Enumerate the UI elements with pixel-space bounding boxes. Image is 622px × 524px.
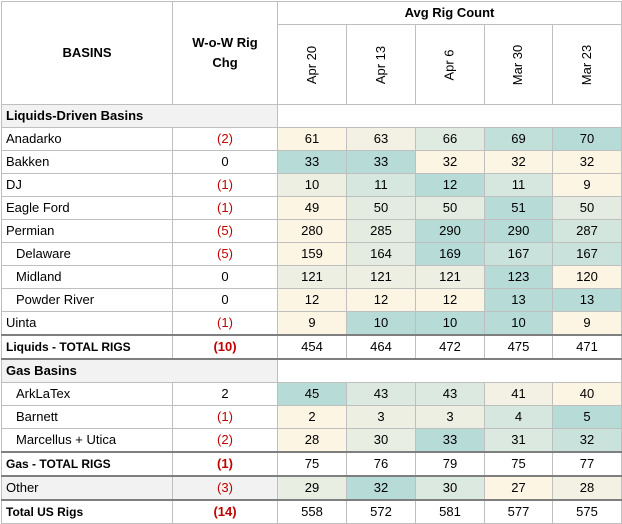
- rig-count-cell: 32: [553, 151, 622, 174]
- date-label: Apr 13: [373, 45, 388, 84]
- basin-name: Bakken: [2, 151, 173, 174]
- wow-change: (5): [173, 243, 278, 266]
- rig-count-cell: 63: [347, 128, 416, 151]
- wow-change: (10): [173, 335, 278, 359]
- rig-count-cell: 121: [347, 266, 416, 289]
- rig-count-cell: 45: [278, 383, 347, 406]
- date-header: [278, 25, 347, 105]
- rig-count-cell: 471: [553, 335, 622, 359]
- rig-count-cell: 12: [347, 289, 416, 312]
- rig-count-cell: 11: [485, 174, 553, 197]
- table-row: [2, 197, 622, 220]
- rig-count-cell: 75: [485, 452, 553, 476]
- rig-count-cell: 40: [553, 383, 622, 406]
- basin-name: Barnett: [2, 406, 173, 429]
- rig-count-cell: 9: [278, 312, 347, 336]
- rig-count-cell: 10: [347, 312, 416, 336]
- rig-count-cell: 472: [416, 335, 485, 359]
- wow-change: (14): [173, 500, 278, 524]
- rig-count-cell: 9: [553, 312, 622, 336]
- section-title-liquids: Liquids-Driven Basins: [2, 105, 278, 128]
- rig-count-cell: 50: [553, 197, 622, 220]
- rig-count-cell: 41: [485, 383, 553, 406]
- rig-count-cell: 123: [485, 266, 553, 289]
- basin-name: Gas - TOTAL RIGS: [2, 452, 173, 476]
- rig-count-cell: 2: [278, 406, 347, 429]
- rig-count-cell: 287: [553, 220, 622, 243]
- wow-change: (1): [173, 312, 278, 336]
- rig-count-cell: 31: [485, 429, 553, 453]
- basin-name: Anadarko: [2, 128, 173, 151]
- rig-count-cell: 558: [278, 500, 347, 524]
- table-row: [2, 243, 622, 266]
- basin-name: Delaware: [2, 243, 173, 266]
- rig-count-cell: 290: [485, 220, 553, 243]
- total-row-liquids: [2, 335, 622, 359]
- rig-count-cell: 43: [347, 383, 416, 406]
- basin-name: Powder River: [2, 289, 173, 312]
- rig-count-cell: 33: [347, 151, 416, 174]
- table-row: [2, 128, 622, 151]
- rig-count-cell: 30: [347, 429, 416, 453]
- rig-count-cell: 50: [416, 197, 485, 220]
- rig-count-cell: 32: [347, 476, 416, 500]
- total-row-us: [2, 500, 622, 524]
- rig-count-cell: 79: [416, 452, 485, 476]
- wow-change: (1): [173, 452, 278, 476]
- rig-count-cell: 167: [553, 243, 622, 266]
- table-row: [2, 406, 622, 429]
- rig-count-cell: 27: [485, 476, 553, 500]
- section-row-liquids: [2, 105, 622, 128]
- rig-count-cell: 77: [553, 452, 622, 476]
- rig-count-cell: 30: [416, 476, 485, 500]
- date-header: [416, 25, 485, 105]
- section-spacer: [278, 105, 622, 128]
- basin-name: Permian: [2, 220, 173, 243]
- date-header: [553, 25, 622, 105]
- basin-name: ArkLaTex: [2, 383, 173, 406]
- rig-count-cell: 12: [416, 174, 485, 197]
- rig-count-cell: 32: [553, 429, 622, 453]
- wow-change: (2): [173, 128, 278, 151]
- wow-change: 2: [173, 383, 278, 406]
- rig-count-cell: 10: [278, 174, 347, 197]
- rig-count-cell: 12: [278, 289, 347, 312]
- rig-count-cell: 3: [416, 406, 485, 429]
- rig-count-cell: 11: [347, 174, 416, 197]
- wow-change: (1): [173, 406, 278, 429]
- section-title-gas: Gas Basins: [2, 359, 278, 383]
- basin-name: Midland: [2, 266, 173, 289]
- avg-rig-count-header: Avg Rig Count: [278, 2, 622, 25]
- rig-count-cell: 159: [278, 243, 347, 266]
- rig-count-cell: 10: [485, 312, 553, 336]
- rig-count-cell: 76: [347, 452, 416, 476]
- rig-count-cell: 29: [278, 476, 347, 500]
- wow-change: (3): [173, 476, 278, 500]
- rig-count-cell: 575: [553, 500, 622, 524]
- rig-count-cell: 61: [278, 128, 347, 151]
- rig-count-cell: 121: [278, 266, 347, 289]
- basin-name: Marcellus + Utica: [2, 429, 173, 453]
- rig-count-cell: 164: [347, 243, 416, 266]
- rig-count-cell: 454: [278, 335, 347, 359]
- rig-count-cell: 4: [485, 406, 553, 429]
- rig-count-cell: 121: [416, 266, 485, 289]
- table-row-other: [2, 476, 622, 500]
- section-row-gas: [2, 359, 622, 383]
- basin-name: Total US Rigs: [2, 500, 173, 524]
- rig-count-cell: 581: [416, 500, 485, 524]
- date-label: Mar 30: [510, 44, 526, 85]
- rig-count-cell: 280: [278, 220, 347, 243]
- rig-count-cell: 49: [278, 197, 347, 220]
- rig-count-cell: 3: [347, 406, 416, 429]
- rig-count-cell: 13: [485, 289, 553, 312]
- date-header: [347, 25, 416, 105]
- wow-change: (1): [173, 174, 278, 197]
- rig-count-cell: 464: [347, 335, 416, 359]
- table-row: [2, 383, 622, 406]
- rig-count-cell: 5: [553, 406, 622, 429]
- basin-name: Eagle Ford: [2, 197, 173, 220]
- rig-count-cell: 66: [416, 128, 485, 151]
- basin-name: Other: [2, 476, 173, 500]
- wow-change: (1): [173, 197, 278, 220]
- rig-count-cell: 13: [553, 289, 622, 312]
- rig-count-cell: 32: [416, 151, 485, 174]
- rig-count-cell: 9: [553, 174, 622, 197]
- rig-count-table: [1, 1, 622, 524]
- rig-count-cell: 167: [485, 243, 553, 266]
- table-row: [2, 174, 622, 197]
- rig-count-cell: 120: [553, 266, 622, 289]
- rig-count-cell: 69: [485, 128, 553, 151]
- rig-count-cell: 285: [347, 220, 416, 243]
- section-spacer: [278, 359, 622, 383]
- rig-count-cell: 33: [278, 151, 347, 174]
- table-row: [2, 429, 622, 453]
- rig-count-cell: 51: [485, 197, 553, 220]
- rig-count-cell: 290: [416, 220, 485, 243]
- rig-count-cell: 33: [416, 429, 485, 453]
- rig-count-cell: 169: [416, 243, 485, 266]
- rig-count-cell: 572: [347, 500, 416, 524]
- wow-change: (5): [173, 220, 278, 243]
- wow-header: [173, 2, 278, 105]
- table-row: [2, 266, 622, 289]
- wow-header-line2: Chg: [212, 55, 238, 70]
- basin-name: Liquids - TOTAL RIGS: [2, 335, 173, 359]
- basins-header: BASINS: [2, 2, 173, 105]
- table-row: [2, 220, 622, 243]
- wow-change: 0: [173, 289, 278, 312]
- rig-count-cell: 50: [347, 197, 416, 220]
- wow-change: (2): [173, 429, 278, 453]
- date-label: Mar 23: [579, 44, 594, 85]
- rig-count-cell: 43: [416, 383, 485, 406]
- table-row: [2, 312, 622, 336]
- total-row-gas: [2, 452, 622, 476]
- rig-count-cell: 28: [278, 429, 347, 453]
- rig-count-cell: 32: [485, 151, 553, 174]
- wow-change: 0: [173, 266, 278, 289]
- rig-count-cell: 12: [416, 289, 485, 312]
- basin-name: Uinta: [2, 312, 173, 336]
- rig-count-cell: 10: [416, 312, 485, 336]
- rig-count-cell: 75: [278, 452, 347, 476]
- date-label: Apr 20: [304, 45, 319, 84]
- rig-count-cell: 577: [485, 500, 553, 524]
- rig-count-cell: 28: [553, 476, 622, 500]
- basin-name: DJ: [2, 174, 173, 197]
- table-row: [2, 289, 622, 312]
- table-row: [2, 151, 622, 174]
- date-label: Apr 6: [441, 48, 457, 81]
- rig-count-cell: 475: [485, 335, 553, 359]
- rig-count-cell: 70: [553, 128, 622, 151]
- wow-header-line1: W-o-W Rig: [192, 35, 258, 50]
- date-header: [485, 25, 553, 105]
- wow-change: 0: [173, 151, 278, 174]
